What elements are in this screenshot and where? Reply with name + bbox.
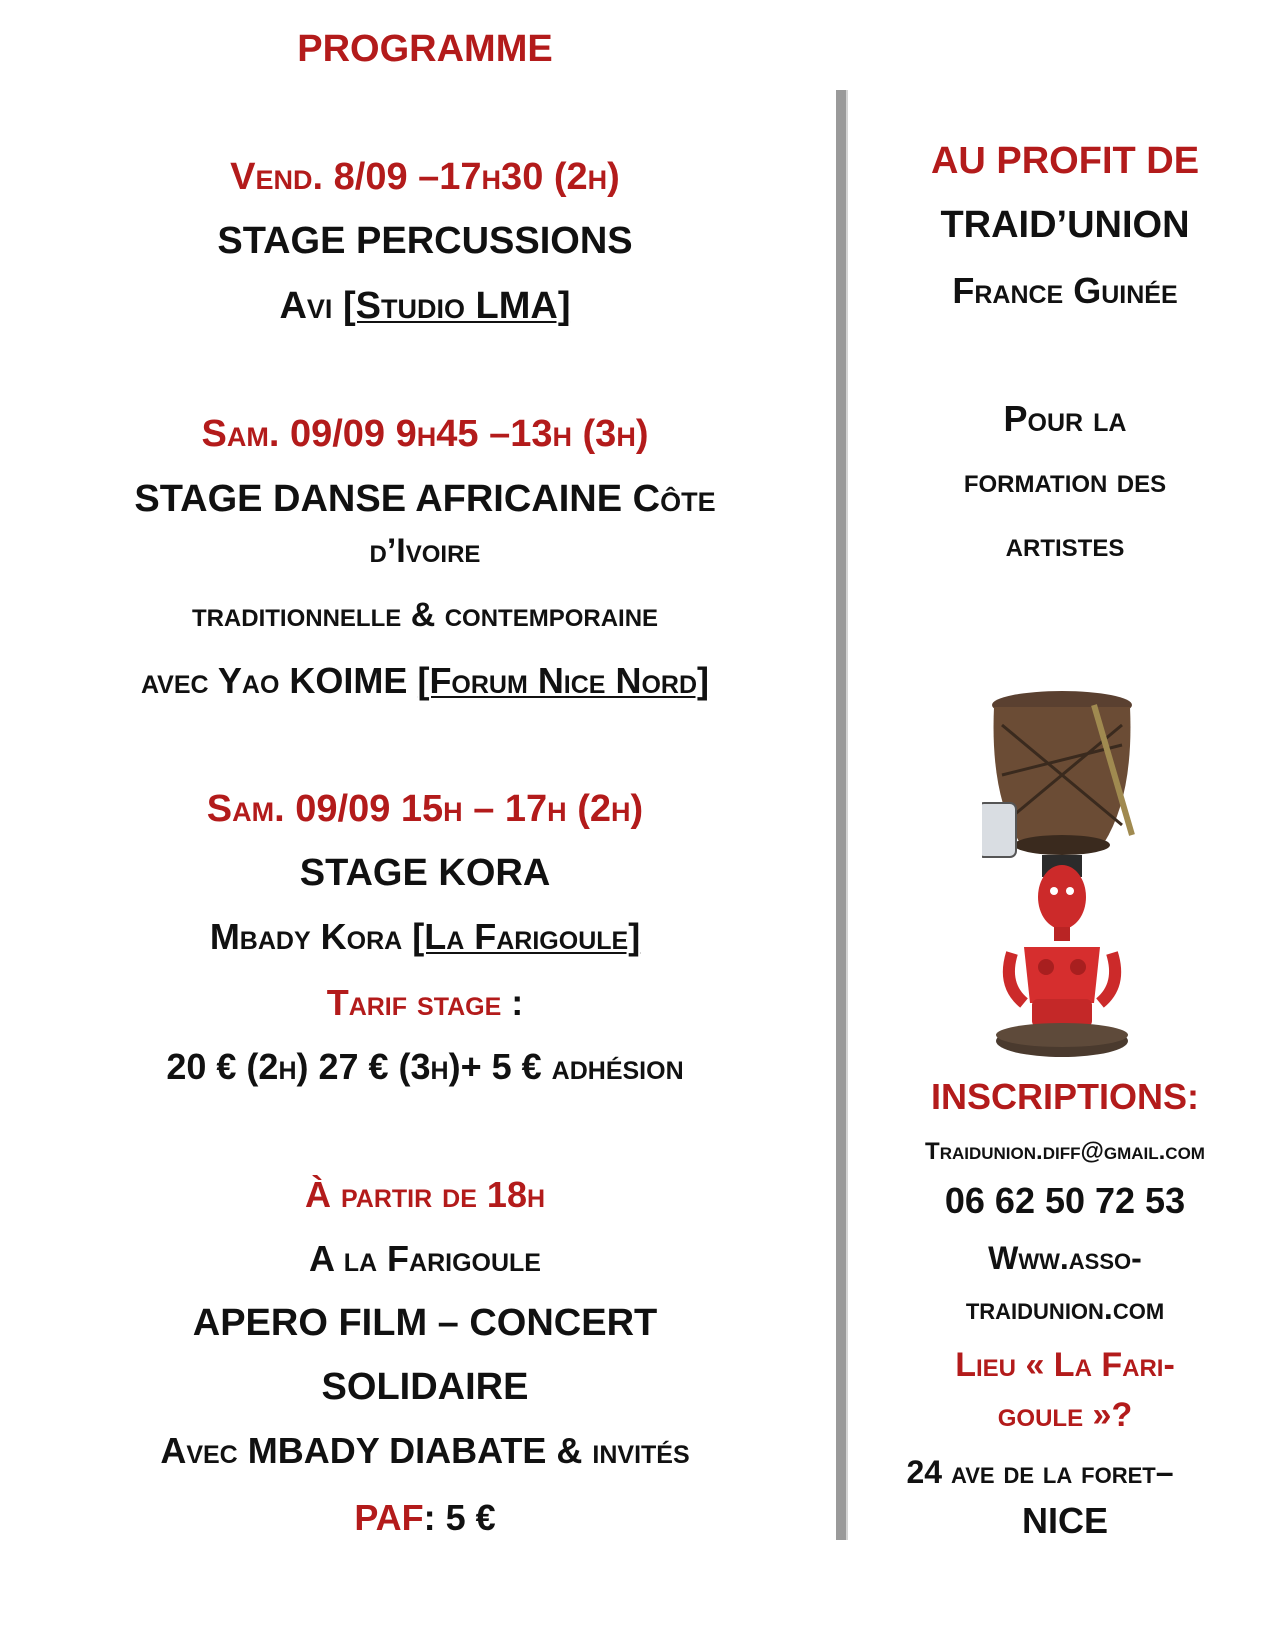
event3-teacher-line [20, 916, 830, 958]
org-sub: France Guinée [952, 270, 1178, 311]
address-line1: 24 ave de la foret– [906, 1454, 1174, 1490]
lieu-line2: goule »? [997, 1396, 1133, 1434]
evening-place: A la Farigoule [309, 1238, 541, 1279]
event2-date: Sam. 09/09 9h45 –13h (3h) [201, 413, 649, 455]
tarif-prices: 20 € (2h) 27 € (3h)+ 5 € adhésion [166, 1046, 684, 1087]
event2-teacher-line [20, 660, 830, 702]
evening-with: Avec MBADY DIABATE & invités [160, 1430, 690, 1471]
event2-title-cont: d’Ivoire [369, 532, 481, 570]
purpose-line3: artistes [1005, 526, 1125, 564]
event1-venue-link[interactable]: [Studio LMA] [343, 285, 571, 327]
event2-style: traditionnelle & contemporaine [191, 596, 659, 634]
program-heading: PROGRAMME [297, 28, 553, 70]
purpose-line1: Pour la [1003, 398, 1127, 439]
event3-date: Sam. 09/09 15h – 17h (2h) [206, 788, 644, 830]
website-link[interactable]: Www.asso- [988, 1240, 1142, 1276]
event1-teacher-line [20, 285, 830, 328]
event3-title: STAGE KORA [299, 852, 551, 894]
event3-venue-link[interactable]: [La Farigoule] [412, 916, 641, 957]
event2-teacher: avec Yao KOIME [140, 660, 408, 701]
address-line2: NICE [1021, 1500, 1108, 1541]
evening-time: À partir de 18h [304, 1174, 546, 1215]
event1-teacher: Avi [279, 285, 333, 327]
event1-date: Vend. 8/09 –17h30 (2h) [230, 156, 620, 198]
org-name: TRAID’UNION [940, 204, 1190, 246]
column-divider [836, 90, 848, 1540]
inscriptions-label: INSCRIPTIONS: [930, 1076, 1199, 1117]
website-link-cont[interactable]: traidunion.com [965, 1290, 1165, 1326]
event3-teacher: Mbady Kora [209, 916, 403, 957]
evening-title: APERO FILM – CONCERT [192, 1302, 658, 1344]
event1-title: STAGE PERCUSSIONS [217, 220, 633, 262]
african-statue-drum-icon [982, 685, 1142, 1065]
event2-venue-link[interactable]: [Forum Nice Nord] [417, 660, 710, 701]
phone-number: 06 62 50 72 53 [944, 1180, 1186, 1221]
profit-label: AU PROFIT DE [930, 140, 1200, 182]
purpose-line2: formation des [963, 462, 1167, 500]
tarif-line [20, 982, 830, 1024]
tarif-colon: : [501, 982, 524, 1023]
tarif-label: Tarif stage [326, 982, 502, 1023]
lieu-line1: Lieu « La Fari- [955, 1346, 1175, 1384]
event2-title: STAGE DANSE AFRICAINE Côte [134, 478, 716, 520]
email-link[interactable]: Traidunion.diff@gmail.com [925, 1138, 1205, 1165]
paf-label: PAF [354, 1497, 424, 1538]
paf-line [20, 1497, 830, 1539]
paf-value: : 5 € [423, 1497, 496, 1538]
evening-title-cont: SOLIDAIRE [321, 1366, 529, 1408]
